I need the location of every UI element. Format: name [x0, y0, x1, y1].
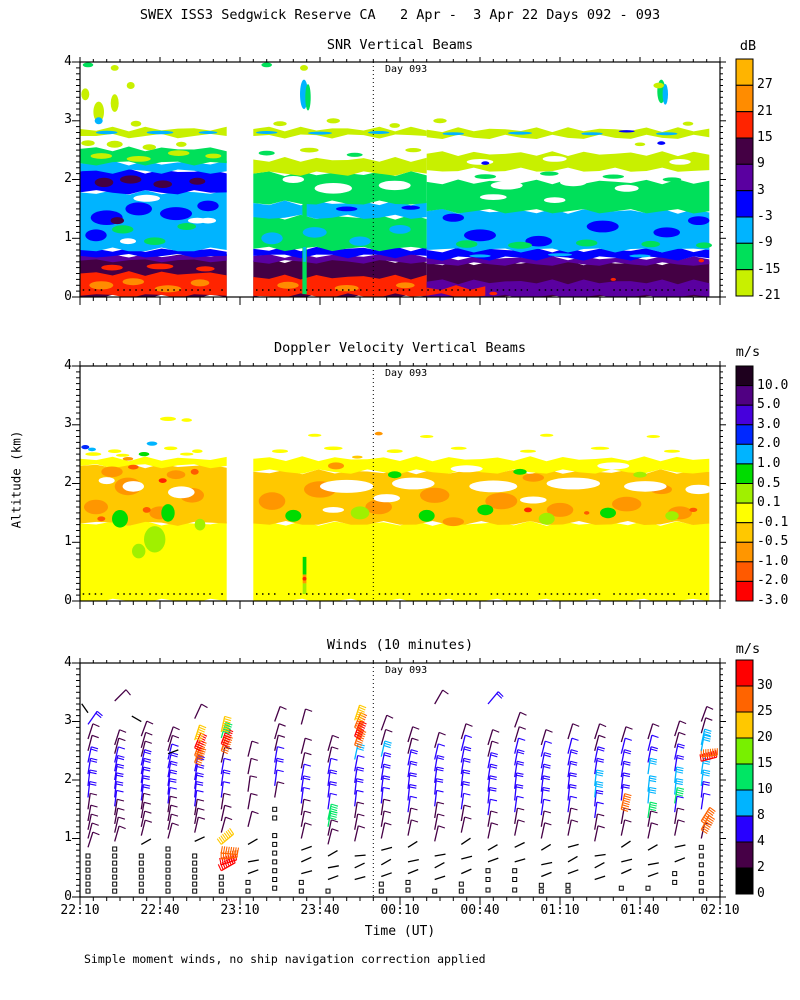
alt-tick-label: 4 [64, 53, 72, 69]
colorbar-title-winds: m/s [735, 641, 761, 657]
winds-colorbar-label: 0 [757, 886, 765, 901]
vel-colorbar-label: -2.0 [757, 573, 789, 588]
vel-colorbar-label: 5.0 [757, 397, 781, 412]
alt-tick-label: 1 [64, 533, 72, 549]
alt-tick-label: 3 [64, 713, 72, 728]
snr-colorbar-label: -21 [757, 288, 781, 303]
time-tick-label: 00:10 [380, 903, 420, 918]
alt-tick-label: 2 [64, 475, 72, 490]
time-tick-label: 22:40 [140, 903, 180, 918]
snr-colorbar-label: 9 [757, 156, 765, 171]
snr-colorbar-label: 21 [757, 104, 773, 119]
snr-colorbar-label: 15 [757, 130, 773, 145]
vel-colorbar-label: 3.0 [757, 417, 781, 432]
time-tick-label: 01:40 [620, 903, 660, 918]
colorbar-title-snr: dB [739, 38, 757, 54]
alt-tick-label: 4 [64, 357, 72, 373]
time-tick-label: 00:40 [460, 903, 500, 918]
time-tick-label: 01:10 [540, 903, 580, 918]
day-annotation-snr: Day 093 [385, 64, 428, 75]
alt-tick-label: 0 [64, 592, 72, 608]
vel-colorbar-label: -0.1 [757, 515, 789, 530]
day-annotation-velocity: Day 093 [385, 368, 428, 379]
vel-colorbar-label: 1.0 [757, 456, 781, 471]
x-axis-label: Time (UT) [364, 924, 436, 939]
vel-field [80, 417, 712, 603]
alt-tick-label: 3 [64, 112, 72, 128]
winds-colorbar-label: 30 [757, 678, 773, 693]
winds-colorbar-label: 8 [757, 808, 765, 823]
day-annotation-winds: Day 093 [385, 665, 428, 676]
figure-title: SWEX ISS3 Sedgwick Reserve CA 2 Apr - 3 Apr 22 Days 092 - 093 [139, 7, 661, 23]
vel-colorbar-label: 2.0 [757, 436, 781, 451]
winds-colorbar-label: 15 [757, 756, 773, 771]
panel-title-velocity: Doppler Velocity Vertical Beams [274, 340, 526, 356]
alt-tick-label: 1 [64, 229, 72, 245]
wind-barbs [82, 690, 718, 893]
alt-tick-label: 0 [64, 888, 72, 904]
alt-tick-label: 2 [64, 171, 72, 186]
time-tick-label: 23:40 [300, 903, 340, 918]
alt-tick-label: 1 [64, 830, 72, 845]
winds-colorbar-label: 2 [757, 860, 765, 875]
panel-title-snr: SNR Vertical Beams [326, 37, 474, 53]
snr-colorbar-label: -9 [757, 235, 773, 250]
snr-colorbar-label: -3 [757, 209, 773, 224]
snr-field [80, 63, 712, 300]
y-axis-label: Altitude (km) [8, 430, 24, 529]
vel-colorbar-label: -3.0 [757, 593, 789, 608]
panel-title-winds: Winds (10 minutes) [326, 637, 474, 653]
colorbar-title-velocity: m/s [735, 344, 761, 360]
alt-tick-label: 2 [64, 771, 72, 787]
winds-colorbar-label: 25 [757, 704, 773, 719]
winds-colorbar-label: 4 [757, 834, 765, 849]
winds-colorbar-label: 10 [757, 782, 773, 797]
time-tick-label: 23:10 [220, 903, 260, 918]
vel-colorbar-label: 0.5 [757, 476, 781, 491]
footer-note: Simple moment winds, no ship navigation correction applied [84, 952, 486, 966]
winds-colorbar-label: 20 [757, 730, 773, 745]
alt-tick-label: 0 [64, 288, 72, 304]
snr-colorbar-label: -15 [757, 262, 781, 277]
snr-colorbar-label: 3 [757, 183, 765, 198]
alt-tick-label: 3 [64, 416, 72, 432]
vel-colorbar-label: -0.5 [757, 534, 789, 549]
time-tick-label: 22:10 [60, 903, 100, 918]
vel-colorbar-label: 10.0 [757, 378, 789, 393]
vel-colorbar-label: -1.0 [757, 554, 789, 569]
time-tick-label: 02:10 [700, 903, 740, 918]
snr-colorbar-label: 27 [757, 77, 773, 92]
alt-tick-label: 4 [64, 654, 72, 670]
vel-colorbar-label: 0.1 [757, 495, 781, 510]
